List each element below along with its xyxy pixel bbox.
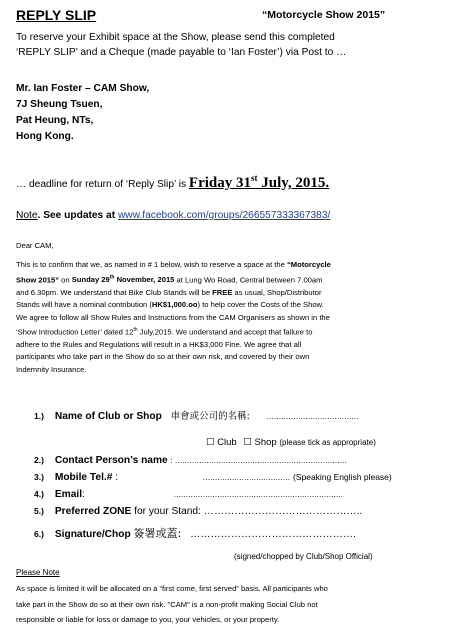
field-5-number: 5.) bbox=[34, 506, 44, 516]
shop-option-label: Shop bbox=[254, 437, 277, 448]
deadline-date bbox=[189, 175, 329, 191]
field-3-number: 3.) bbox=[34, 472, 44, 482]
intro-line-2: ‘REPLY SLIP’ and a Cheque (made payable to ‘Ian Foster’) via Post to … bbox=[16, 47, 347, 58]
page-title: REPLY SLIP bbox=[16, 7, 97, 23]
letter-line-4-text: Stands will have a nominal contribution ( bbox=[16, 300, 152, 310]
show-date-day: Sunday 29 bbox=[71, 275, 110, 285]
deadline-date-sup: st bbox=[251, 173, 258, 183]
field-2-number: 2.) bbox=[34, 455, 44, 465]
mobile-note: (Speaking English please) bbox=[292, 472, 392, 482]
field-zone bbox=[34, 505, 362, 518]
field-signature bbox=[34, 527, 356, 541]
field-4-label: Email bbox=[54, 489, 83, 500]
field-contact-person bbox=[34, 454, 347, 467]
letter-line-3-end: as usual, Shop/Distributor bbox=[232, 287, 322, 297]
event-name: “Motorcycle Show 2015” bbox=[262, 9, 386, 21]
field-email bbox=[34, 488, 343, 501]
letter-line-3-text: and 6.30pm. We understand that Bike Club Stands will be bbox=[16, 287, 213, 297]
show-date-month: November, 2015 bbox=[114, 275, 175, 285]
club-option-label: Club bbox=[217, 437, 237, 448]
club-checkbox[interactable]: ☐ bbox=[206, 437, 215, 448]
letter-line-1 bbox=[16, 259, 392, 271]
field-5-label: Preferred ZONE bbox=[54, 506, 132, 517]
show-date-sup: th bbox=[109, 274, 115, 281]
contribution-amount: HK$1,000.oo bbox=[151, 300, 198, 310]
note-text: . See updates at bbox=[37, 210, 118, 221]
club-shop-choice bbox=[206, 437, 376, 449]
deadline-date-part1: Friday 31 bbox=[188, 175, 251, 191]
deadline-date-part2: July, 2015. bbox=[257, 175, 330, 191]
field-1-label-chinese: 車會或公司的名稱: bbox=[170, 411, 250, 422]
free-bold: FREE bbox=[212, 287, 233, 297]
please-note-line-2: take part in the Show do so at their own risk. "CAM" is a non-profit making Social Club not bbox=[16, 600, 318, 609]
mobile-input[interactable]: .................................... bbox=[202, 473, 291, 482]
zone-input[interactable]: for your Stand: ……………………………………….. bbox=[131, 506, 363, 517]
field-6-label: Signature/Chop bbox=[54, 529, 131, 540]
club-name-input[interactable]: ...................................... bbox=[266, 412, 359, 421]
letter-line-4 bbox=[16, 299, 392, 311]
letter-line-2-on: on bbox=[59, 275, 72, 285]
letter-line-1-text: This is to confirm that we, as named in # 1 below, wish to reserve a space at the bbox=[16, 260, 287, 270]
letter-line-4-end: ) to help cover the Costs of the Show. bbox=[197, 300, 324, 310]
letter-greeting: Dear CAM, bbox=[16, 241, 54, 250]
letter-line-7: adhere to the Rules and Regulations will result in a HK$3,000 Fine. We agree that all bbox=[16, 339, 302, 349]
deadline bbox=[16, 168, 329, 195]
please-note-line-3: responsible or liable for loss or damage to you, your vehicles, or your property. bbox=[16, 615, 280, 624]
address-line-4: Hong Kong. bbox=[16, 131, 74, 142]
field-3-label: Mobile Tel.# bbox=[54, 472, 113, 483]
intro-line-1: To reserve your Exhibit space at the Show, please send this completed bbox=[16, 32, 335, 43]
letter-line-3 bbox=[16, 287, 392, 299]
contact-person-input[interactable]: : ....................................................................... bbox=[167, 456, 347, 465]
letter-line-8: participants who take part in the Show do so at their own risk, and covered by their own bbox=[16, 352, 310, 362]
please-note-line-1: As space is limited it will be allocated on a “first come, first served” basis. All participants who bbox=[16, 584, 328, 593]
letter-line-5: We agree to follow all Show Rules and Instructions from the CAM Organisers as shown in the bbox=[16, 312, 330, 322]
letter-line-2 bbox=[16, 272, 392, 287]
show-name-bold: Show 2015” bbox=[16, 275, 60, 285]
field-mobile bbox=[34, 471, 392, 484]
address-line-2: 7J Sheung Tsuen, bbox=[16, 99, 103, 110]
signed-note: (signed/chopped by Club/Shop Official) bbox=[234, 552, 373, 561]
field-6-label-chinese: 簽署或蓋: bbox=[133, 527, 182, 540]
facebook-link[interactable]: www.facebook.com/groups/266557333367383/ bbox=[117, 210, 331, 221]
field-1-label: Name of Club or Shop bbox=[54, 411, 162, 422]
letter-line-2-text: at Lung Wo Road, Central between 7.00am bbox=[174, 275, 323, 285]
please-note-heading: Please Note bbox=[16, 568, 60, 577]
address-line-3: Pat Heung, NTs, bbox=[16, 115, 94, 126]
field-2-label: Contact Person’s name bbox=[54, 455, 168, 466]
letter-body bbox=[16, 240, 392, 376]
deadline-prefix: … deadline for return of ‘Reply Slip’ is bbox=[16, 179, 187, 190]
field-4-number: 4.) bbox=[34, 489, 44, 499]
letter-line-6-end: July,2015. We understand and accept that failure to bbox=[137, 327, 313, 337]
note-line bbox=[16, 209, 330, 222]
email-input[interactable]: ...................................................................... bbox=[173, 490, 344, 499]
field-4-colon: : bbox=[82, 489, 85, 500]
field-3-colon: : bbox=[112, 472, 119, 483]
letter-line-6-sup: th bbox=[133, 326, 138, 333]
letter-line-6 bbox=[16, 324, 392, 339]
letter-line-9: Indemnity Insurance. bbox=[16, 364, 87, 374]
letter-line-1-bold: “Motorcycle bbox=[286, 260, 331, 270]
shop-checkbox[interactable]: ☐ bbox=[243, 437, 252, 448]
tick-note: (please tick as appropriate) bbox=[279, 438, 376, 447]
signature-input[interactable]: …………………………………………. bbox=[190, 529, 356, 540]
address-line-1: Mr. Ian Foster – CAM Show, bbox=[16, 83, 150, 94]
show-date bbox=[72, 275, 175, 284]
letter-line-6-text: ‘Show Introduction Letter’ dated 12 bbox=[16, 327, 134, 337]
note-label: Note bbox=[16, 210, 38, 221]
field-1-number: 1.) bbox=[34, 411, 44, 421]
field-6-number: 6.) bbox=[34, 529, 44, 539]
field-club-name bbox=[34, 410, 359, 423]
